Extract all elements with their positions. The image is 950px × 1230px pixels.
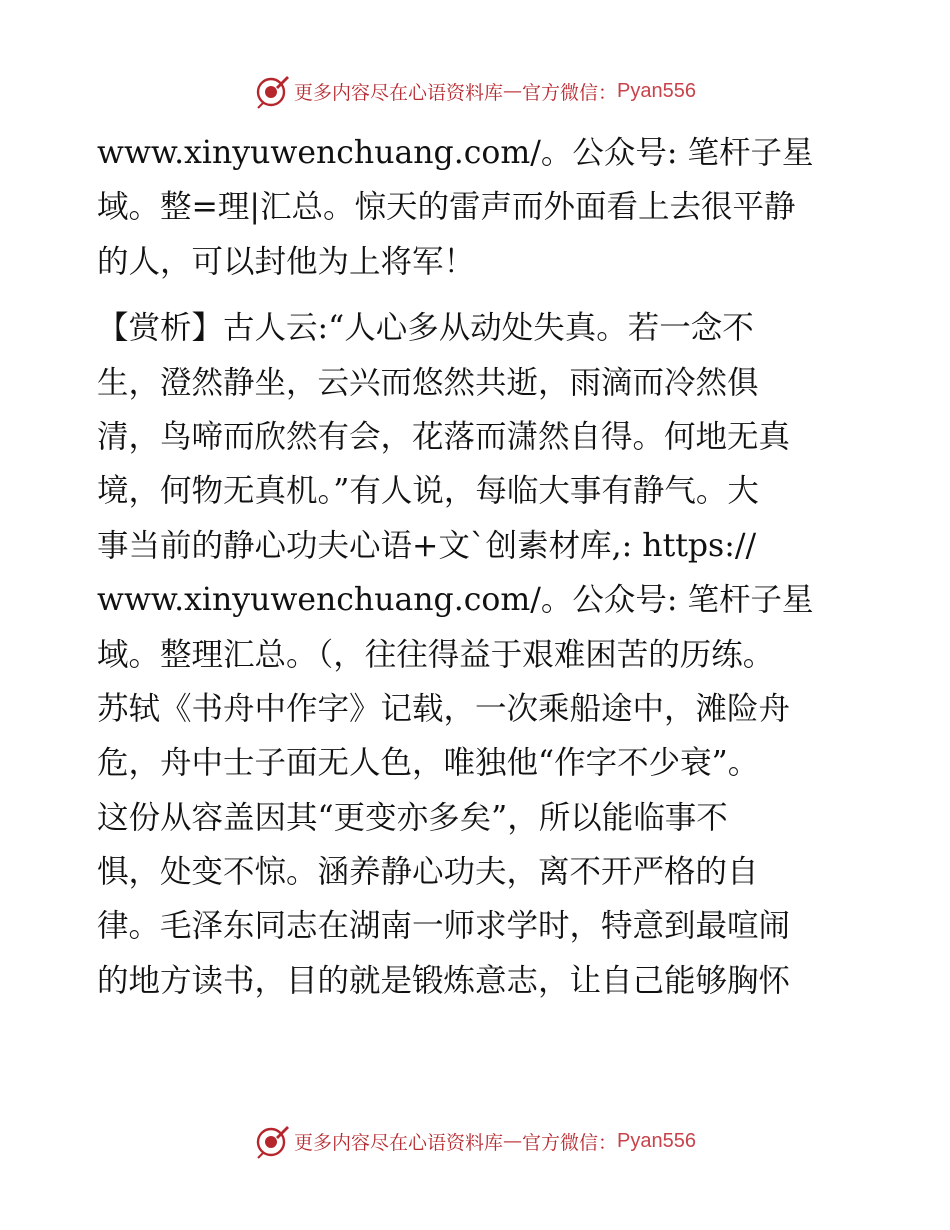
pen-logo-icon	[254, 1123, 290, 1159]
text-line: 这份从容盖因其“更变亦多矣”，所以能临事不	[97, 799, 728, 836]
text-line: 事当前的静心功夫心语+文ˋ创素材库,: https://	[97, 527, 757, 564]
text-line: 的地方读书，目的就是锻炼意志，让自己能够胸怀	[97, 962, 791, 999]
text-line: 的人，可以封他为上将军！	[97, 243, 476, 280]
banner-wechat-label: 官方微信：	[522, 81, 618, 104]
text-line: 苏轼《书舟中作字》记载，一次乘船途中，滩险舟	[97, 690, 791, 727]
text-line: 危，舟中士子面无人色，唯独他“作字不少衰”。	[97, 745, 760, 782]
text-line: 律。毛泽东同志在湖南一师求学时，特意到最喧闹	[97, 908, 791, 945]
banner-text: 更多内容尽在心语资料库	[294, 1131, 504, 1154]
banner-wechat-id: Pyan556	[617, 1129, 696, 1152]
banner-wechat-id: Pyan556	[617, 79, 696, 102]
text-line: www.xinyuwenchuang.com/。公众号: 笔杆子星	[97, 582, 814, 619]
paragraph-gap	[97, 289, 857, 301]
text-line: www.xinyuwenchuang.com/。公众号: 笔杆子星	[97, 135, 814, 171]
banner-separator: —	[503, 1130, 523, 1152]
text-line: 域。整=理|汇总。惊天的雷声而外面看上去很平静	[97, 189, 796, 226]
text-line: 生，澄然静坐，云兴而悠然共逝，雨滴而冷然俱	[97, 364, 759, 401]
footer-banner	[0, 1121, 950, 1161]
text-line: 境，何物无真机。”有人说，每临大事有静气。大	[97, 473, 759, 510]
text-line: 【赏析】古人云:“人心多从动处失真。若一念不	[97, 310, 754, 347]
pen-logo-icon	[254, 73, 290, 109]
text-line: 域。整理汇总。（，往往得益于艰难困苦的历练。	[97, 636, 775, 673]
banner-separator: —	[503, 80, 523, 102]
article-body	[97, 126, 857, 1008]
text-line: 清，鸟啼而欣然有会，花落而潇然自得。何地无真	[97, 418, 791, 455]
header-banner	[0, 71, 950, 111]
banner-wechat-label: 官方微信：	[522, 1131, 618, 1154]
banner-text: 更多内容尽在心语资料库	[294, 81, 504, 104]
text-line: 惧，处变不惊。涵养静心功夫，离不开严格的自	[97, 854, 759, 891]
